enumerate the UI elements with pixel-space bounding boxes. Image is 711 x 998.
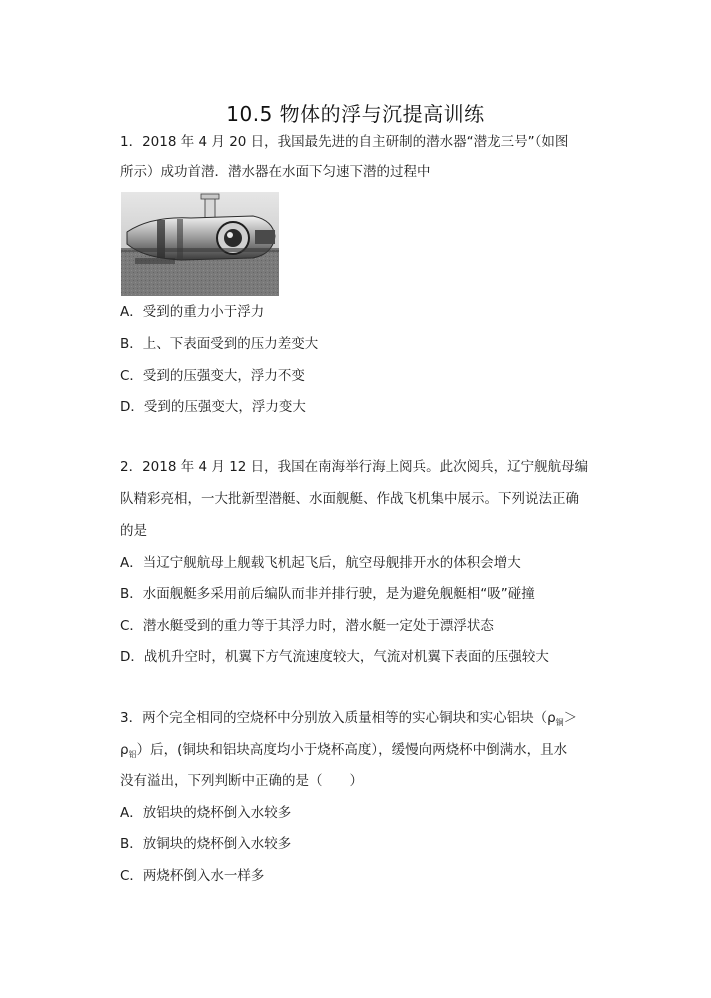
q3-rho-symbol: ρ (120, 742, 129, 758)
q1-stem-line2: 所示）成功首潜．潜水器在水面下匀速下潜的过程中 (120, 164, 431, 180)
q2-option-a: A．当辽宁舰航母上舰载飞机起飞后，航空母舰排开水的体积会增大 (120, 555, 521, 571)
q2-option-c: C．潜水艇受到的重力等于其浮力时，潜水艇一定处于漂浮状态 (120, 618, 494, 634)
page-title: 10.5 物体的浮与沉提高训练 (226, 102, 485, 126)
q3-option-b: B．放铜块的烧杯倒入水较多 (120, 836, 292, 852)
q2-stem-line1: 2．2018 年 4 月 12 日，我国在南海举行海上阅兵。此次阅兵，辽宁舰航母编 (120, 459, 589, 475)
q3-stem-line1 (120, 709, 577, 732)
q3-greater-than: ＞ (563, 710, 578, 726)
q1-option-a: A．受到的重力小于浮力 (120, 304, 265, 320)
q3-density-aluminum-subscript: 铝 (128, 750, 137, 759)
q2-stem-line2: 队精彩亮相，一大批新型潜艇、水面舰艇、作战飞机集中展示。下列说法正确 (120, 491, 579, 507)
q1-option-c: C．受到的压强变大，浮力不变 (120, 368, 305, 384)
q3-option-c: C．两烧杯倒入水一样多 (120, 868, 265, 884)
q1-option-b: B．上、下表面受到的压力差变大 (120, 336, 319, 352)
q2-option-b: B．水面舰艇多采用前后编队而非并排行驶，是为避免舰艇相“吸”碰撞 (120, 586, 535, 602)
q3-stem-line2 (120, 741, 567, 764)
q3-stem-line2-text: ）后，(铜块和铝块高度均小于烧杯高度），缓慢向两烧杯中倒满水，且水 (136, 742, 568, 758)
q3-density-copper-subscript: 铜 (555, 718, 564, 727)
q1-option-d: D．受到的压强变大，浮力变大 (120, 399, 306, 415)
q3-stem-line3: 没有溢出，下列判断中正确的是（ ） (120, 773, 363, 789)
q2-option-d: D．战机升空时，机翼下方气流速度较大，气流对机翼下表面的压强较大 (120, 649, 549, 665)
q3-stem-line1-text: 3．两个完全相同的空烧杯中分别放入质量相等的实心铜块和实心铝块（ρ (120, 710, 556, 726)
submersible-photo (121, 192, 279, 296)
q2-stem-line3: 的是 (120, 523, 147, 539)
q3-option-a: A．放铝块的烧杯倒入水较多 (120, 805, 292, 821)
q1-stem-line1: 1．2018 年 4 月 20 日，我国最先进的自主研制的潜水器“潜龙三号”（如图 (120, 134, 569, 150)
